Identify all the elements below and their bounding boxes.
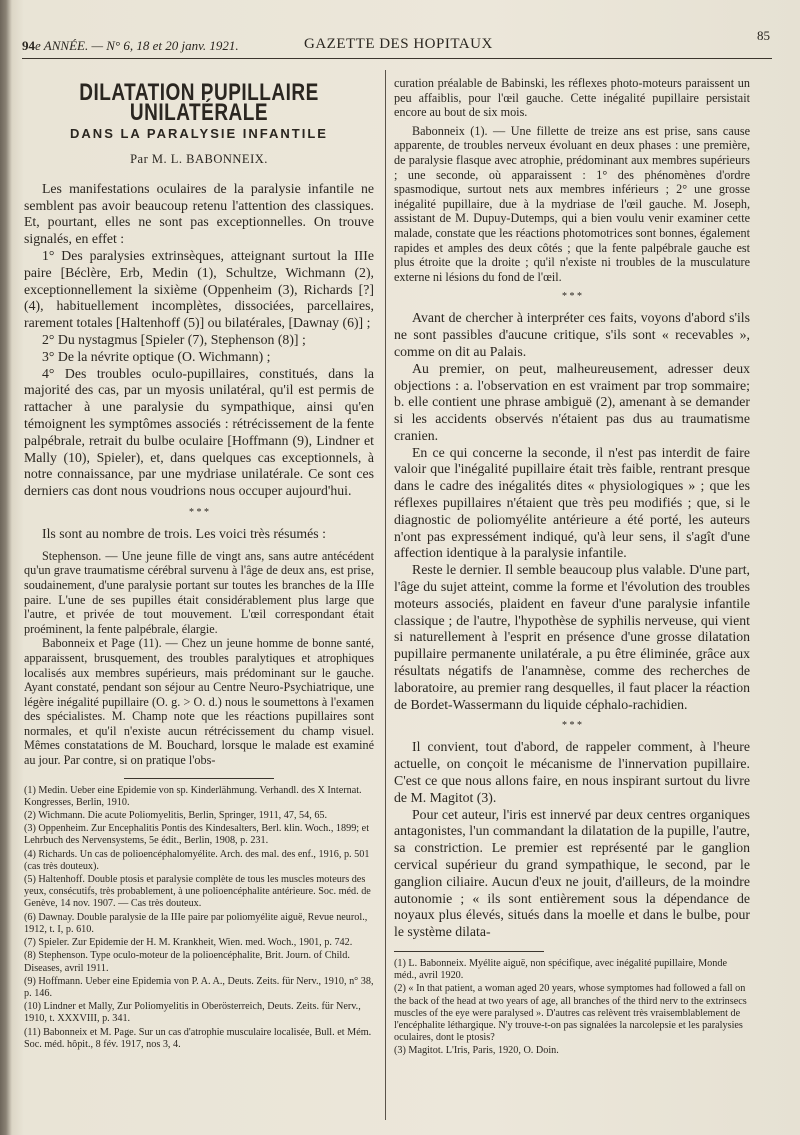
case-summary: Babonneix (1). — Une fillette de treize ans est prise, sans cause apparente, de troubles nerveux évoluant en deux phases : une première, de paralysie flasque avec atrophie, prédominant aux membres supérieurs ; une seconde, où apparaissent : 1° des phénomènes d'ordre spasmodique, surtout nets aux membres inférieurs ; 2° une grosse inégalité pupillaire, due à la mydriase de l'œil gauche. M. Joseph, assistant de M. Dupuy-Dutemps, qui a bien voulu venir examiner cette malade, constate que les réactions photomotrices sont bonnes, également rapides et amples des deux côtés ; que la fente palpébrale gauche est plus étroite que la droite ; qu'il n'existe ni troubles de la musculature externe ni lésions du fond de l'œil. bbox=[394, 123, 750, 284]
footnote: (3) Oppenheim. Zur Encephalitis Pontis des Kindesalters, Berl. klin. Woch., 1899; et Lehrbuch des Nervensystems, 5e édit., Berlin, 1908, p. 231. bbox=[24, 823, 370, 847]
footnote: (1) L. Babonneix. Myélite aiguë, non spécifique, avec inégalité pupillaire, Monde méd., avril 1920. bbox=[394, 958, 727, 982]
footnote: (6) Dawnay. Double paralysie de la IIIe paire par poliomyélite aiguë, Revue neurol., 1912, t. I, p. 610. bbox=[24, 911, 368, 935]
footnote: (2) Wichmann. Die acute Poliomyelitis, Berlin, Springer, 1911, 47, 54, 65. bbox=[24, 810, 328, 822]
issue-date: e ANNÉE. — N° 6, 18 et 20 janv. 1921. bbox=[35, 38, 239, 53]
issue-line bbox=[22, 38, 239, 54]
footnote: (9) Hoffmann. Ueber eine Epidemia von P. A. A., Deuts. Zeits. für Nerv., 1910, n° 38, p. 146. bbox=[24, 975, 374, 999]
footnote: (4) Richards. Un cas de polioencéphalomyélite. Arch. des mal. des enf., 1916, p. 501 (cas très douteux). bbox=[24, 848, 370, 872]
footnote: (7) Spieler. Zur Epidemie der H. M. Krankheit, Wien. med. Woch., 1901, p. 742. bbox=[24, 937, 353, 949]
footnote-rule bbox=[394, 951, 544, 952]
paragraph: 1° Des paralysies extrinsèques, atteignant surtout la IIIe paire [Béclère, Erb, Medin (1), Schultze, Wichmann (2), exceptionnellement la sixième (Oppenheim (3), Richards [?] (4), habituellement incomplètes, dissociées, parcellaires, rarement totales [Haltenhoff (5)] ou bilatérales, [Dawnay (6)] ; bbox=[24, 248, 374, 331]
column-divider bbox=[385, 70, 386, 1120]
paragraph: Ils sont au nombre de trois. Les voici très résumés : bbox=[42, 525, 326, 541]
footnote: (1) Medin. Ueber eine Epidemie von sp. Kinderlähmung. Verhandl. des X Internat. Kongresses, Berlin, 1910. bbox=[24, 784, 362, 808]
left-column bbox=[24, 78, 374, 1052]
paragraph: Avant de chercher à interpréter ces faits, voyons d'abord s'ils ne sont passibles d'aucune critique, s'ils sont « recevables », comme on dit au Palais. bbox=[394, 310, 750, 359]
journal-name: GAZETTE DES HOPITAUX bbox=[304, 36, 493, 52]
footnote: (11) Babonneix et M. Page. Sur un cas d'atrophie musculaire localisée, Bull. et Mém. Soc. méd. hôpit., 8 fév. 1917, nos 3, 4. bbox=[24, 1026, 372, 1050]
case-summary: Stephenson. — Une jeune fille de vingt ans, sans autre antécédent qu'un grave traumatisme cérébral survenu à l'âge de deux ans, est prise, soudainement, d'une paralysie portant sur toutes les branches de la IIIe paire. L'une de ses pupilles était considérablement plus large que l'autre, et privée de tout mouvement. L'œil correspondant était proéminent, la fente palpébrale, élargie. bbox=[24, 548, 374, 636]
footnote-rule bbox=[124, 778, 274, 779]
issue-year-number: 94 bbox=[22, 38, 35, 53]
paragraph: 2° Du nystagmus [Spieler (7), Stephenson (8)] ; bbox=[42, 331, 306, 347]
footnote: (2) « In that patient, a woman aged 20 years, whose symptomes had followed a fall on the back of the head at two years of age, all branches of the third nerv to the extrinsecs muscles of the eye were paralysed ». D'autres cas relèvent très vraisemblablement de l'encéphalite léthargique. N'y trouve-t-on pas signalées la narcolepsie et les paralysies oculaires, dont le ptosis? bbox=[394, 983, 747, 1044]
article-subtitle: DANS LA PARALYSIE INFANTILE bbox=[70, 126, 328, 142]
footnote: (3) Magitot. L'Iris, Paris, 1920, O. Doin. bbox=[394, 1045, 559, 1057]
case-summary: Babonneix et Page (11). — Chez un jeune homme de bonne santé, apparaissent, brusquement, des troubles paralytiques et atrophiques localisés aux membres supérieurs, mais prédominant sur le gauche. Ayant constaté, pendant son séjour au Centre Neuro-Psychiatrique, une légère inégalité pupillaire (O. g. > O. d.) nous le soumettons à l'examen des spécialistes. M. Champ note que les réactions pupillaires sont normales, et qu'il n'existe aucun rétrécissement du champ visuel. Mêmes constatations de M. Bouchard, lorsque le malade est examiné au jour. Par contre, si on pratique l'obs- bbox=[24, 636, 374, 768]
section-separator: * * * bbox=[562, 291, 582, 303]
running-header bbox=[22, 28, 772, 58]
footnote: (5) Haltenhoff. Double ptosis et paralysie complète de tous les muscles moteurs des yeux, consécutifs, très probablement, à une polioencéphalite antérieure. Soc. méd. de Genève, 14 nov. 1907. — Cas très douteux. bbox=[24, 874, 371, 910]
footnote: (10) Lindner et Mally, Zur Poliomyelitis in Oberösterreich, Deuts. Zeits. für Nerv., 1910, t. XXXVIII, p. 341. bbox=[24, 1001, 361, 1025]
footnote: (8) Stephenson. Type oculo-moteur de la polioencéphalite, Brit. Journ. of Child. Diseases, avril 1911. bbox=[24, 950, 350, 974]
paragraph: Reste le dernier. Il semble beaucoup plus valable. D'une part, l'âge du sujet atteint, comme la forme et l'évolution des troubles moteurs associés, plaident en faveur d'une paralysie infantile classique ; de l'autre, l'hypothèse de syphilis nerveuse, qui vient si naturellement à l'esprit en présence d'une grosse dilatation pupillaire permanente unilatérale, a pu être éliminée, grâce aux résultats négatifs de l'anamnèse, comme des recherches de laboratoire, au premier rang desquelles, il faut placer la réaction de Bordet-Wassermann du liquide céphalo-rachidien. bbox=[394, 562, 750, 712]
page-number: 85 bbox=[757, 28, 770, 43]
article-title: DILATATION PUPILLAIRE UNILATÉRALE bbox=[79, 80, 319, 127]
paragraph: Au premier, on peut, malheureusement, adresser deux objections : a. l'observation en est vraiment par trop sommaire; b. elle contient une phrase ambiguë (2), amenant à se demander si les accidents observés n'étaient pas dus au traumatisme cranien. bbox=[394, 360, 750, 443]
section-separator: * * * bbox=[189, 506, 209, 518]
paragraph: 3° De la névrite optique (O. Wichmann) ; bbox=[42, 348, 271, 364]
paragraph: Les manifestations oculaires de la paralysie infantile ne semblent pas avoir beaucoup retenu l'attention des classiques. Et, pourtant, elles ne sont pas exceptionnelles. On trouve signalés, en effet : bbox=[24, 180, 374, 247]
section-separator: * * * bbox=[562, 720, 582, 732]
paragraph: Pour cet auteur, l'iris est innervé par deux centres organiques antagonistes, l'un commandant la dilatation de la pupille, l'autre, sa constriction. Le premier est représenté par le ganglion cervical supérieur du grand sympathique, le second, par le ganglion ciliaire. Aucun d'eux ne jouit, d'ailleurs, de la moindre autonomie ; « ils sont entièrement sous la dépendance de noyaux plus élevés, situés dans la moelle et dans le bulbe, pour le système dilata- bbox=[394, 806, 750, 940]
paragraph: Il convient, tout d'abord, de rappeler comment, à l'heure actuelle, on conçoit le mécanisme de l'innervation pupillaire. C'est ce que nous allons faire, en nous inspirant surtout du livre de M. Magitot (3). bbox=[394, 739, 750, 805]
paragraph: En ce qui concerne la seconde, il n'est pas interdit de faire valoir que l'inégalité pupillaire était très faible, rentrant presque dans le cadre des inégalités dites « physiologiques » ; que les réflexes pupillaires n'étaient que très peu modifiés ; que, si le diagnostic de poliomyélite antérieure a été porté, les auteurs n'ont pas expressément indiqué, qu'à leur sens, il s'agît d'une affection identique à la paralysie infantile. bbox=[394, 444, 750, 561]
header-rule bbox=[22, 58, 772, 59]
right-column bbox=[394, 76, 750, 1059]
paragraph: curation préalable de Babinski, les réflexes photo-moteurs paraissent un peu affaiblis, pour l'œil gauche. Cette inégalité pupillaire persistait encore au bout de six mois. bbox=[394, 76, 750, 120]
paragraph: 4° Des troubles oculo-pupillaires, constitués, dans la majorité des cas, par un myosis unilatéral, qu'il est permis de rattacher à une paralysie du sympathique, ainsi qu'en témoignent les symptômes associés : rétrécissement de la fente palpébrale, retrait du bulbe oculaire [Hoffmann (9), Lindner et Mally (10), Spieler), et, dans quelques cas exceptionnels, à notre connaissance, par une mydriase unilatérale. Ce sont ces derniers cas dont nous voudrions nous occuper aujourd'hui. bbox=[24, 365, 374, 499]
article-author: Par M. L. BABONNEIX. bbox=[130, 151, 268, 166]
